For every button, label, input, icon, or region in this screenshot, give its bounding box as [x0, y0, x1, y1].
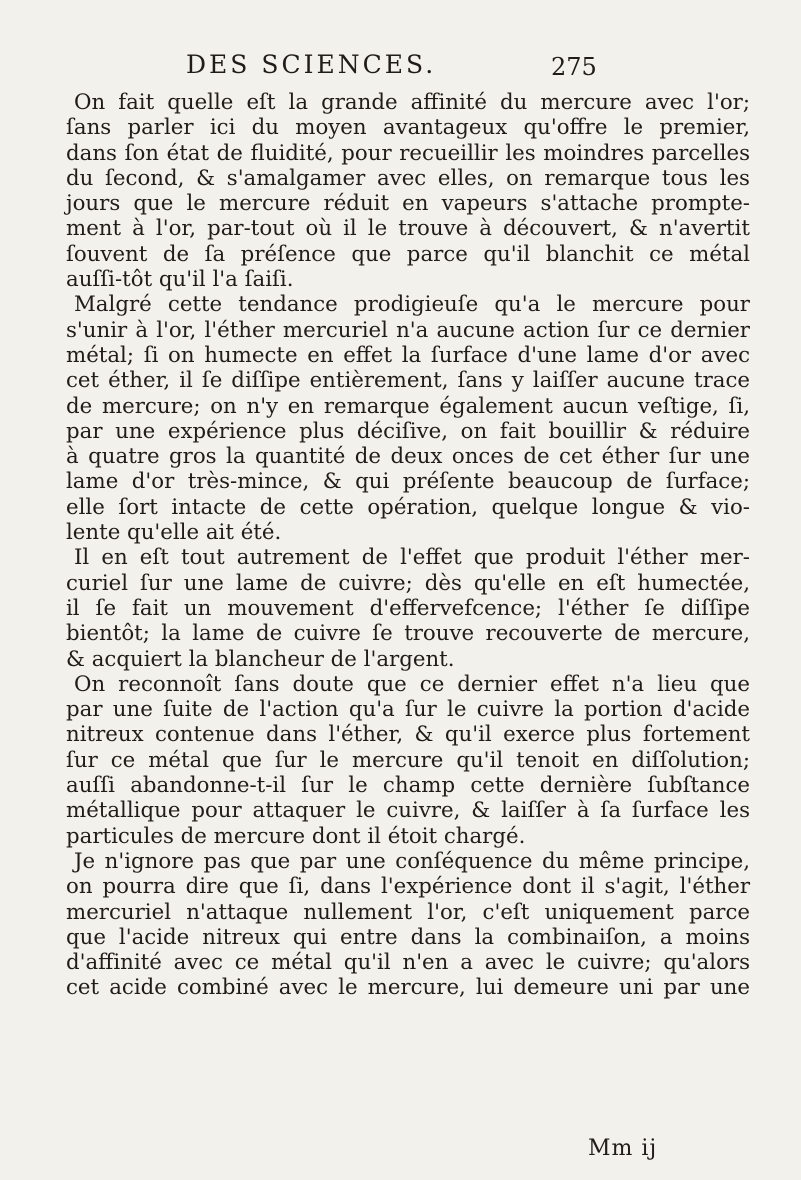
text-line: à quatre gros la quantité de deux onces de cet éther ſur une: [66, 444, 750, 470]
text-line: cet acide combiné avec le mercure, lui demeure uni par une: [66, 975, 750, 1001]
text-line: mercuriel n'attaque nullement l'or, c'eſt uniquement parce: [66, 899, 750, 925]
text-line: On reconnoît ſans doute que ce dernier effet n'a lieu que: [74, 671, 750, 697]
paragraph: [52, 292, 750, 545]
text-line: s'unir à l'or, l'éther mercuriel n'a aucune action ſur ce dernier: [66, 317, 750, 343]
text-line: bientôt; la lame de cuivre ſe trouve recouverte de mercure,: [66, 621, 750, 647]
signature-mark: Mm ij: [588, 1136, 658, 1161]
text-line: de mercure; on n'y en remarque également aucun veſtige, ſi,: [66, 393, 750, 419]
text-line: métallique pour attaquer le cuivre, & laiſſer à ſa ſurface les: [66, 798, 750, 824]
text-line: & acquiert la blancheur de l'argent.: [66, 646, 455, 672]
paragraph: [52, 545, 750, 671]
text-line: particules de mercure dont il étoit chargé.: [66, 823, 526, 849]
text-line: jours que le mercure réduit en vapeurs s'attache prompte-: [66, 191, 750, 217]
text-line: elle ſort intacte de cette opération, quelque longue & vio-: [66, 494, 750, 520]
page-number: 275: [551, 53, 597, 81]
text-line: par une expérience plus déciſive, on fait bouillir & réduire: [66, 418, 750, 444]
text-line: nitreux contenue dans l'éther, & qu'il exerce plus fortement: [66, 722, 750, 748]
text-line: On fait quelle eſt la grande affinité du mercure avec l'or;: [74, 90, 750, 115]
text-line: par une ſuite de l'action qu'a ſur le cuivre la portion d'acide: [66, 697, 750, 723]
text-line: Il en eſt tout autrement de l'effet que produit l'éther mer-: [74, 545, 750, 571]
text-line: du ſecond, & s'amalgamer avec elles, on remarque tous les: [66, 165, 750, 191]
text-line: on pourra dire que ſi, dans l'expérience dont il s'agit, l'éther: [66, 874, 750, 900]
text-line: ſur ce métal que ſur le mercure qu'il tenoit en diſſolution;: [66, 747, 750, 773]
text-line: métal; ſi on humecte en effet la ſurface d'une lame d'or avec: [66, 342, 750, 368]
text-line: ſans parler ici du moyen avantageux qu'offre le premier,: [66, 115, 750, 141]
text-line: Malgré cette tendance prodigieuſe qu'a le mercure pour: [74, 292, 750, 318]
text-line: auſſi-tôt qu'il l'a ſaiſi.: [66, 267, 294, 293]
text-line: lente qu'elle ait été.: [66, 520, 282, 546]
text-line: ſouvent de ſa préſence que parce qu'il blanchit ce métal: [66, 241, 750, 267]
text-line: il ſe fait un mouvement d'effervefcence; l'éther ſe diſſipe: [66, 595, 750, 621]
text-line: que l'acide nitreux qui entre dans la combinaiſon, a moins: [66, 924, 750, 950]
running-title: DES SCIENCES.: [186, 50, 437, 79]
running-head: [186, 44, 636, 84]
paragraph: [52, 90, 750, 292]
text-line: dans ſon état de fluidité, pour recueillir les moindres parcelles: [66, 140, 750, 166]
text-line: d'affinité avec ce métal qu'il n'en a avec le cuivre; qu'alors: [66, 950, 750, 976]
text-line: auſſi abandonne-t-il ſur le champ cette dernière ſubſtance: [66, 773, 750, 799]
text-line: lame d'or très-mince, & qui préſente beaucoup de ſurface;: [66, 469, 750, 495]
paragraph: [52, 849, 750, 1001]
paragraph: [52, 672, 750, 849]
text-line: cet éther, il ſe diſſipe entièrement, ſans y laiſſer aucune trace: [66, 368, 750, 394]
text-line: ment à l'or, par-tout où il le trouve à découvert, & n'avertit: [66, 216, 750, 242]
body-text: [52, 90, 750, 1001]
text-line: curiel ſur une lame de cuivre; dès qu'elle en eſt humectée,: [66, 570, 750, 596]
text-line: Je n'ignore pas que par une conſéquence du même principe,: [74, 848, 750, 874]
